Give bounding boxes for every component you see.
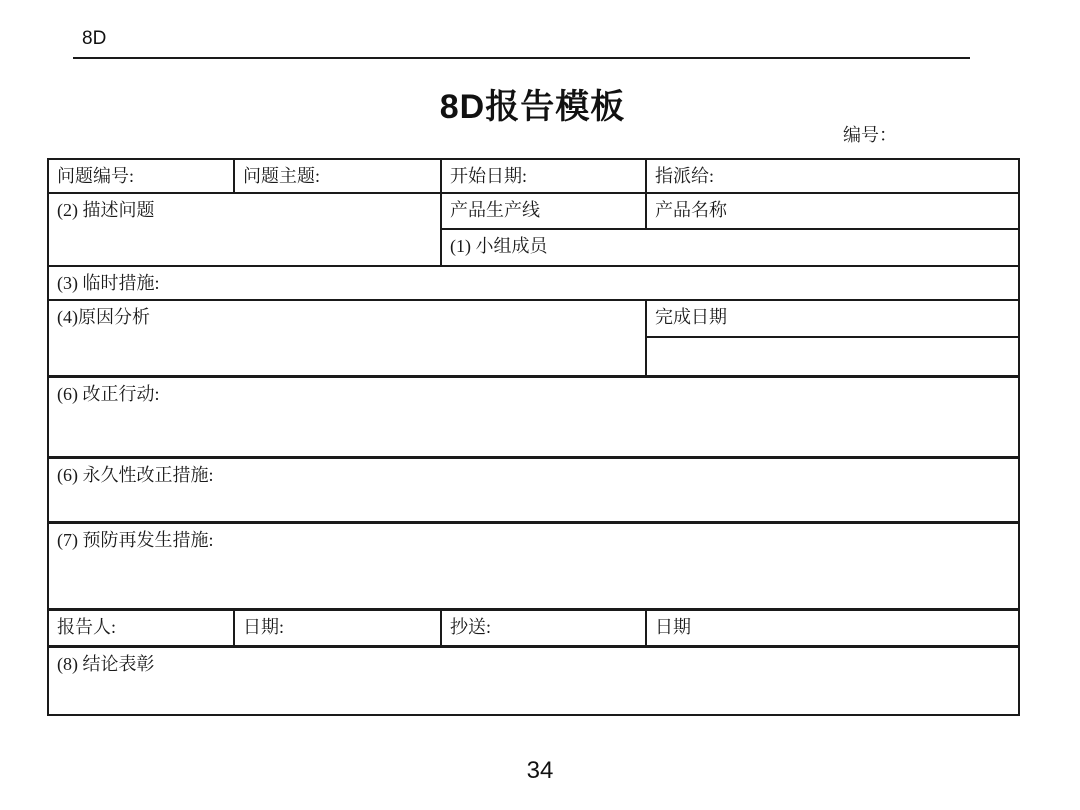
cell-describe-problem: (2) 描述问题 [48, 193, 441, 266]
cell-prevention-recurrence-measures: (7) 预防再发生措施: [48, 522, 1019, 609]
table-row-header-fields [48, 159, 1019, 193]
cell-date-2: 日期 [646, 609, 1019, 646]
table-row-prevention-measures [48, 522, 1019, 609]
table-row-interim-measures [48, 266, 1019, 300]
page-number: 34 [526, 757, 554, 784]
table-row-product-info [48, 193, 1019, 229]
cell-reporter: 报告人: [48, 609, 234, 646]
cell-product-line: 产品生产线 [441, 193, 646, 229]
cell-corrective-action: (6) 改正行动: [48, 376, 1019, 457]
document-title: 8D报告模板 [439, 88, 626, 126]
cell-cause-analysis: (4)原因分析 [48, 300, 646, 376]
table-row-cause-analysis [48, 300, 1019, 337]
table-row-conclusion [48, 646, 1019, 715]
cell-product-name: 产品名称 [646, 193, 1019, 229]
cell-team-members: (1) 小组成员 [441, 229, 1019, 266]
cell-completion-date-value [646, 337, 1019, 376]
cell-problem-subject: 问题主题: [234, 159, 441, 193]
cell-permanent-corrective-measures: (6) 永久性改正措施: [48, 457, 1019, 522]
document-number-label: 编号： [843, 125, 897, 145]
page-header-label: 8D [82, 28, 107, 49]
table-row-corrective-action [48, 376, 1019, 457]
cell-interim-measures: (3) 临时措施: [48, 266, 1019, 300]
table-row-permanent-corrective-measures [48, 457, 1019, 522]
cell-cc: 抄送: [441, 609, 646, 646]
table-row-signoff [48, 609, 1019, 646]
8d-report-table [47, 158, 1020, 716]
cell-completion-date: 完成日期 [646, 300, 1019, 337]
cell-date-1: 日期: [234, 609, 441, 646]
cell-start-date: 开始日期: [441, 159, 646, 193]
header-rule-divider [73, 57, 970, 59]
cell-problem-number: 问题编号: [48, 159, 234, 193]
cell-assigned-to: 指派给: [646, 159, 1019, 193]
cell-conclusion-recognition: (8) 结论表彰 [48, 646, 1019, 715]
